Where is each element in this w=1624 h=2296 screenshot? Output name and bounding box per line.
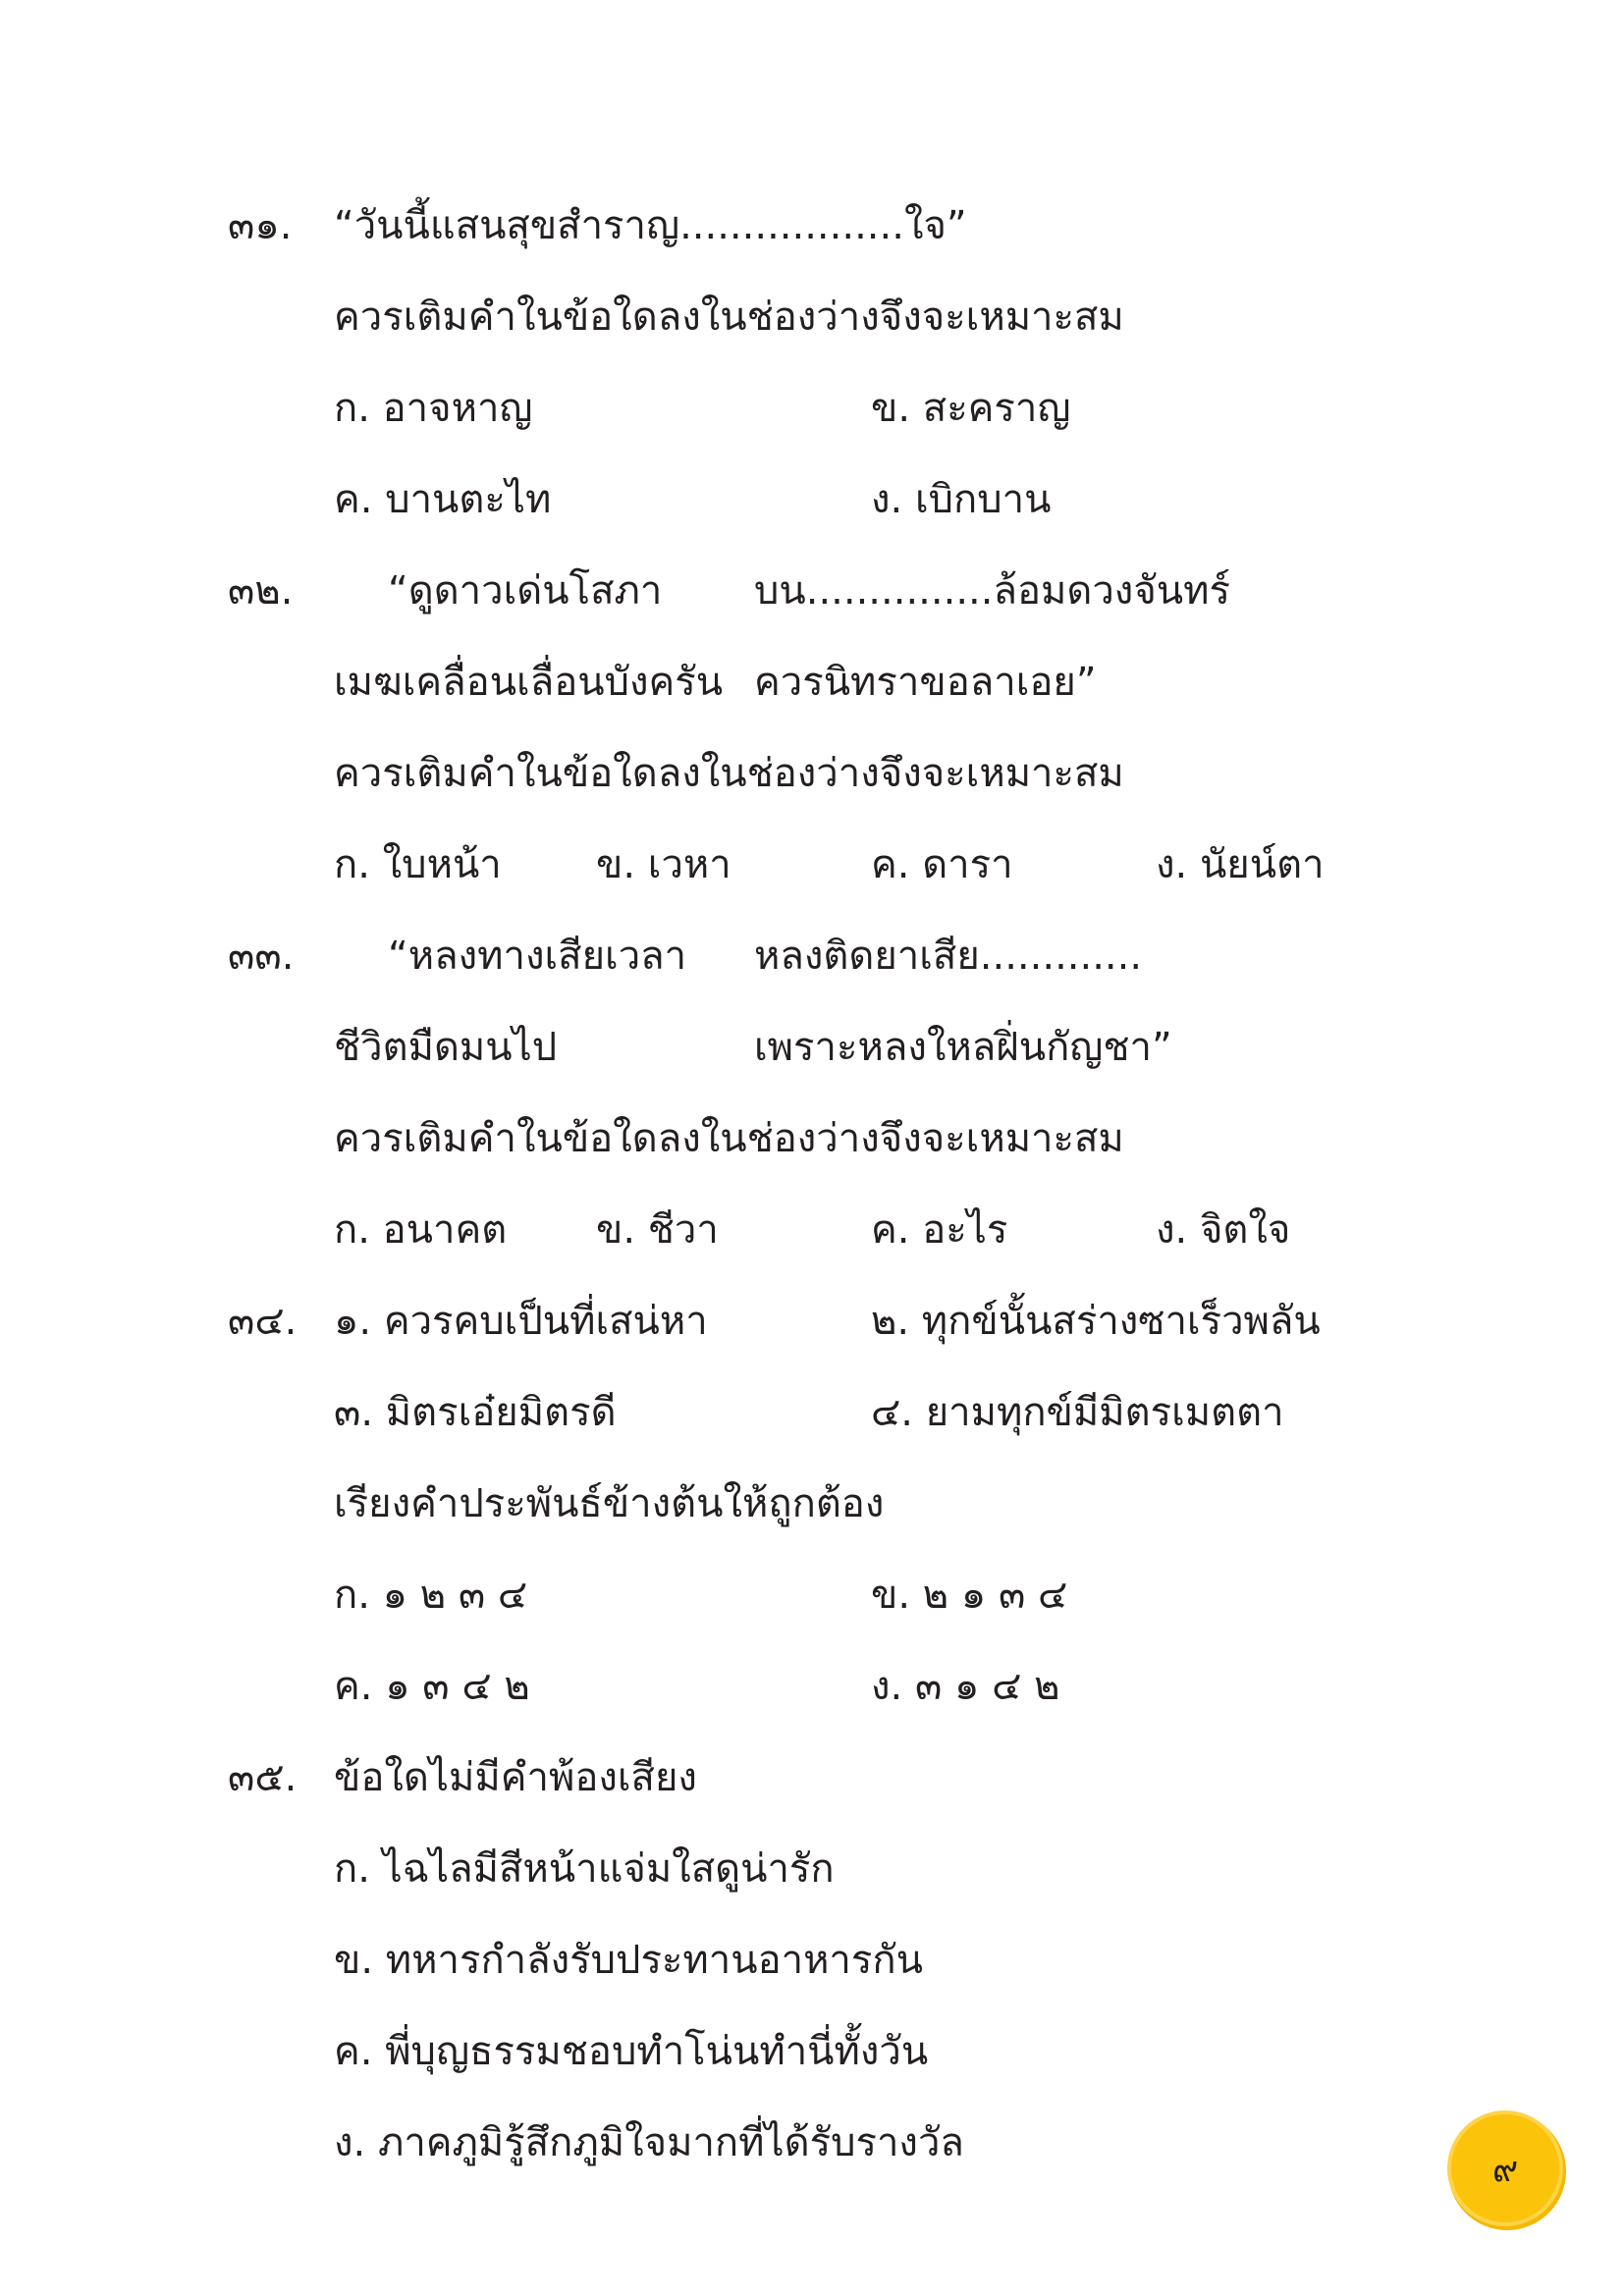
q31-option-a: ก. อาจหาญ — [334, 386, 533, 431]
q32-option-d: ง. นัยน์ตา — [1156, 842, 1325, 887]
q31-option-b: ข. สะคราญ — [871, 386, 1071, 431]
q34-option-c: ค. ๑ ๓ ๔ ๒ — [334, 1664, 530, 1709]
q35-option-d: ง. ภาคภูมิรู้สึกภูมิใจมากที่ได้รับรางวัล — [334, 2120, 964, 2165]
q35-stem: ข้อใดไม่มีคำพ้องเสียง — [334, 1755, 697, 1800]
q33-verse-line-2a: ชีวิตมืดมนไป — [334, 1025, 558, 1070]
q34-item-4: ๔. ยามทุกข์มีมิตรเมตตา — [871, 1390, 1284, 1435]
q33-option-d: ง. จิตใจ — [1156, 1207, 1291, 1253]
q35-option-a: ก. ไฉไลมีสีหน้าแจ่มใสดูน่ารัก — [334, 1846, 835, 1892]
q35-option-c: ค. พี่บุญธรรมชอบทำโน่นทำนี่ทั้งวัน — [334, 2029, 929, 2074]
q32-verse-line-1b: บน...............ล้อมดวงจันทร์ — [754, 568, 1230, 614]
q33-option-b: ข. ชีวา — [596, 1207, 719, 1253]
q31-option-c: ค. บานตะไท — [334, 477, 552, 522]
q32-option-a: ก. ใบหน้า — [334, 842, 502, 887]
q31-instruction: ควรเติมคำในข้อใดลงในช่องว่างจึงจะเหมาะสม — [334, 294, 1124, 340]
q34-item-3: ๓. มิตรเอ๋ยมิตรดี — [334, 1390, 617, 1435]
q31-stem: “วันนี้แสนสุขสำราญ..................ใจ” — [334, 203, 967, 248]
page-number: ๙ — [1491, 2149, 1519, 2190]
q33-verse-line-1b: หลงติดยาเสีย............. — [754, 934, 1143, 979]
q34-item-1: ๑. ควรคบเป็นที่เสน่หา — [334, 1299, 708, 1344]
q34-option-a: ก. ๑ ๒ ๓ ๔ — [334, 1573, 528, 1618]
q32-option-b: ข. เวหา — [596, 842, 731, 887]
q33-instruction: ควรเติมคำในข้อใดลงในช่องว่างจึงจะเหมาะสม — [334, 1116, 1124, 1161]
q33-number: ๓๓. — [228, 934, 295, 979]
q34-option-b: ข. ๒ ๑ ๓ ๔ — [871, 1573, 1068, 1618]
q33-option-a: ก. อนาคต — [334, 1207, 508, 1253]
q32-verse-line-1a: “ดูดาวเด่นโสภา — [388, 568, 663, 614]
q33-option-c: ค. อะไร — [871, 1207, 1008, 1253]
q34-number: ๓๔. — [228, 1299, 298, 1344]
q32-number: ๓๒. — [228, 568, 294, 614]
q31-option-d: ง. เบิกบาน — [871, 477, 1052, 522]
q33-verse-line-1a: “หลงทางเสียเวลา — [388, 934, 687, 979]
q32-verse-line-2a: เมฆเคลื่อนเลื่อนบังครัน — [334, 660, 724, 705]
q33-verse-line-2b: เพราะหลงใหลฝิ่นกัญชา” — [754, 1025, 1172, 1070]
page-number-badge — [1451, 2114, 1559, 2222]
q34-item-2: ๒. ทุกข์นั้นสร่างซาเร็วพลัน — [871, 1299, 1321, 1344]
q35-number: ๓๕. — [228, 1755, 298, 1800]
q32-instruction: ควรเติมคำในข้อใดลงในช่องว่างจึงจะเหมาะสม — [334, 751, 1124, 796]
q31-number: ๓๑. — [228, 203, 293, 248]
q32-verse-line-2b: ควรนิทราขอลาเอย” — [754, 660, 1097, 705]
q32-option-c: ค. ดารา — [871, 842, 1013, 887]
q34-option-d: ง. ๓ ๑ ๔ ๒ — [871, 1664, 1060, 1709]
q35-option-b: ข. ทหารกำลังรับประทานอาหารกัน — [334, 1938, 923, 1983]
q34-instruction: เรียงคำประพันธ์ข้างต้นให้ถูกต้อง — [334, 1481, 885, 1526]
